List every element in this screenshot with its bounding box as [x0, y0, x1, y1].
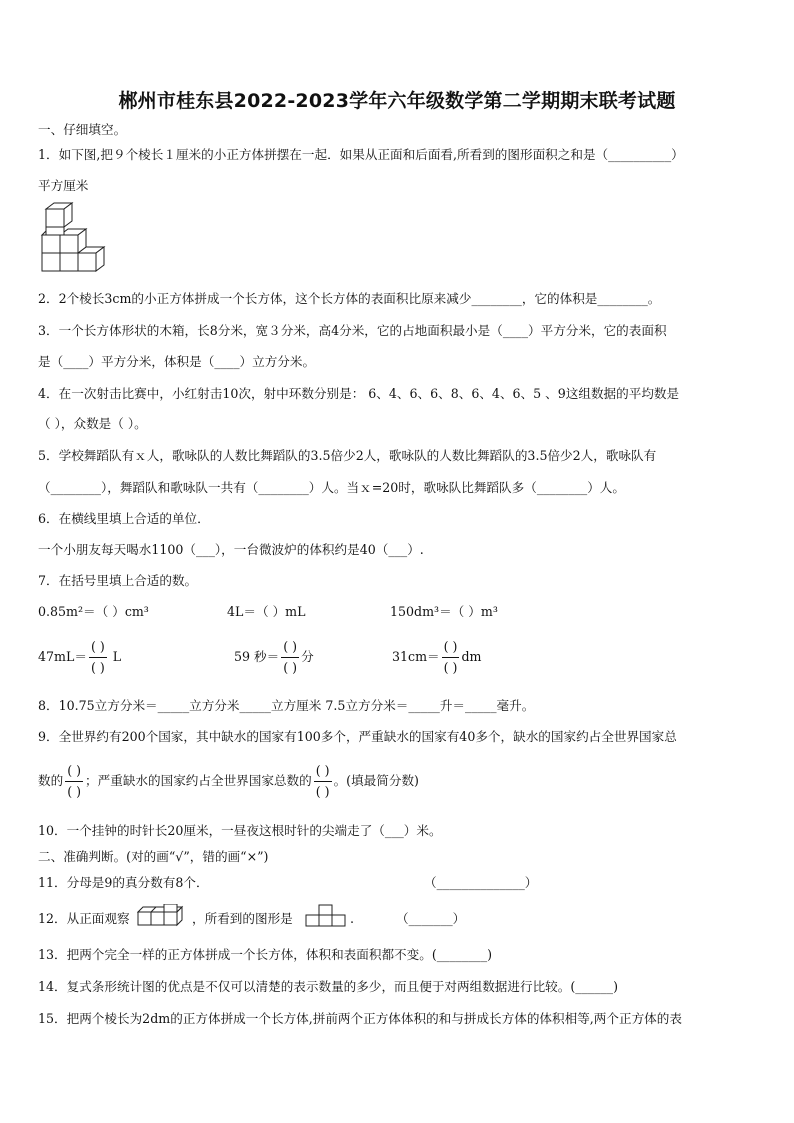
fraction-denominator: ( ) [67, 784, 82, 799]
question-7-fraction-item-c [392, 637, 481, 677]
section-2-heading: 二、准确判断。(对的画“√”，错的画“×”) [38, 849, 269, 864]
question-5-line-1: 5．学校舞蹈队有ｘ人，歌咏队的人数比舞蹈队的3.5倍少2人，歌咏队的人数比舞蹈队的3.5倍少2人，歌咏队有 [38, 448, 657, 463]
cube-solid-figure [137, 904, 191, 928]
fraction-prefix: 31cm＝ [392, 649, 440, 664]
question-4-line-1: 4．在一次射击比赛中，小红射击10次，射中环数分别是： 6、4、6、6、8、6、4、6、5 、9这组数据的平均数是 [38, 386, 680, 401]
fraction-prefix: 59 秒＝ [234, 649, 280, 664]
fraction-denominator: ( ) [315, 784, 330, 799]
fraction [281, 639, 299, 676]
question-1-unit: 平方厘米 [38, 178, 89, 193]
fraction-suffix: dm [461, 649, 482, 664]
question-14-text: 14．复式条形统计图的优点是不仅可以清楚的表示数量的多少，而且便于对两组数据进行比较。(______) [38, 979, 618, 994]
question-9-line-2 [38, 761, 419, 801]
fraction-prefix: 47mL＝ [38, 649, 87, 664]
fraction [314, 763, 332, 800]
question-12-line [38, 910, 130, 928]
fraction-numerator: ( ) [443, 639, 458, 654]
fraction-numerator: ( ) [90, 639, 105, 654]
question-7-heading: 7．在括号里填上合适的数。 [38, 573, 198, 588]
page-title: 郴州市桂东县2022-2023学年六年级数学第二学期期末联考试题 [118, 90, 676, 112]
fraction-denominator: ( ) [283, 660, 298, 675]
question-7-item-b: 4L＝（ ）mL [227, 604, 306, 619]
question-7-item-c: 150dm³＝（ ）m³ [390, 604, 498, 619]
q12-middle-text: ，所看到的图形是 [192, 911, 293, 926]
question-9-line-1: 9．全世界约有200个国家，其中缺水的国家有100多个，严重缺水的国家有40多个，缺水的国家约占全世界国家总 [38, 729, 677, 744]
question-3-line-2: 是（____）平方分米，体积是（____）立方分米。 [38, 354, 316, 369]
section-1-heading: 一、仔细填空。 [38, 122, 127, 137]
fraction [442, 639, 460, 676]
question-6-line-1: 6．在横线里填上合适的单位． [38, 511, 210, 526]
question-3-line-1: 3．一个长方体形状的木箱，长8分米，宽３分米，高4分米，它的占地面积最小是（____）平方分米，它的表面积 [38, 323, 667, 338]
fraction-numerator: ( ) [283, 639, 298, 654]
fraction-suffix: L [108, 649, 122, 664]
question-1-text: 1．如下图,把９个棱长１厘米的小正方体拼摆在一起．如果从正面和后面看,所看到的图形面积之和是（__________） [38, 147, 684, 162]
fraction-denominator: ( ) [90, 660, 105, 675]
fraction [65, 763, 83, 800]
question-4-line-2: （ ），众数是（ ）。 [38, 416, 147, 431]
question-10-text: 10．一个挂钟的时针长20厘米，一昼夜这根时针的尖端走了（___）米。 [38, 823, 442, 838]
question-7-fraction-item-a [38, 637, 121, 677]
question-12-answer-blank: （_______） [396, 911, 466, 926]
fraction-numerator: ( ) [67, 763, 82, 778]
question-11-text: 11．分母是9的真分数有8个． [38, 875, 209, 890]
question-7-fraction-item-b [234, 637, 314, 677]
question-11-answer-blank: （______________） [424, 875, 538, 890]
question-2-text: 2．2个棱长3cm的小正方体拼成一个长方体，这个长方体的表面积比原来减少________，它的体积是________。 [38, 291, 661, 306]
question-13-text: 13．把两个完全一样的正方体拼成一个长方体，体积和表面积都不变。(________) [38, 947, 493, 962]
q12-prefix: 12．从正面观察 [38, 911, 130, 926]
fraction-numerator: ( ) [315, 763, 330, 778]
q9-suffix: 。(填最简分数) [333, 773, 419, 788]
q9-middle-text: ；严重缺水的国家约占全世界国家总数的 [85, 773, 312, 788]
q12-suffix: . [350, 911, 355, 926]
question-15-text: 15．把两个棱长为2dm的正方体拼成一个长方体,拼前两个正方体体积的和与拼成长方体的体积相等,两个正方体的表 [38, 1011, 682, 1026]
front-view-figure [304, 904, 350, 928]
fraction-denominator: ( ) [443, 660, 458, 675]
question-8-text: 8．10.75立方分米＝_____立方分米_____立方厘米 7.5立方分米＝_____升＝_____毫升。 [38, 698, 535, 713]
question-7-item-a: 0.85m²＝（ ）cm³ [38, 604, 149, 619]
fraction [89, 639, 107, 676]
q9-prefix: 数的 [38, 773, 64, 788]
question-5-line-2: （________），舞蹈队和歌咏队一共有（________）人。当ｘ=20时，歌咏队比舞蹈队多（________）人。 [38, 480, 625, 495]
fraction-suffix: 分 [301, 649, 314, 664]
stacked-cubes-figure [40, 201, 112, 275]
question-6-line-2: 一个小朋友每天喝水1100（___），一台微波炉的体积约是40（___）. [38, 542, 424, 557]
